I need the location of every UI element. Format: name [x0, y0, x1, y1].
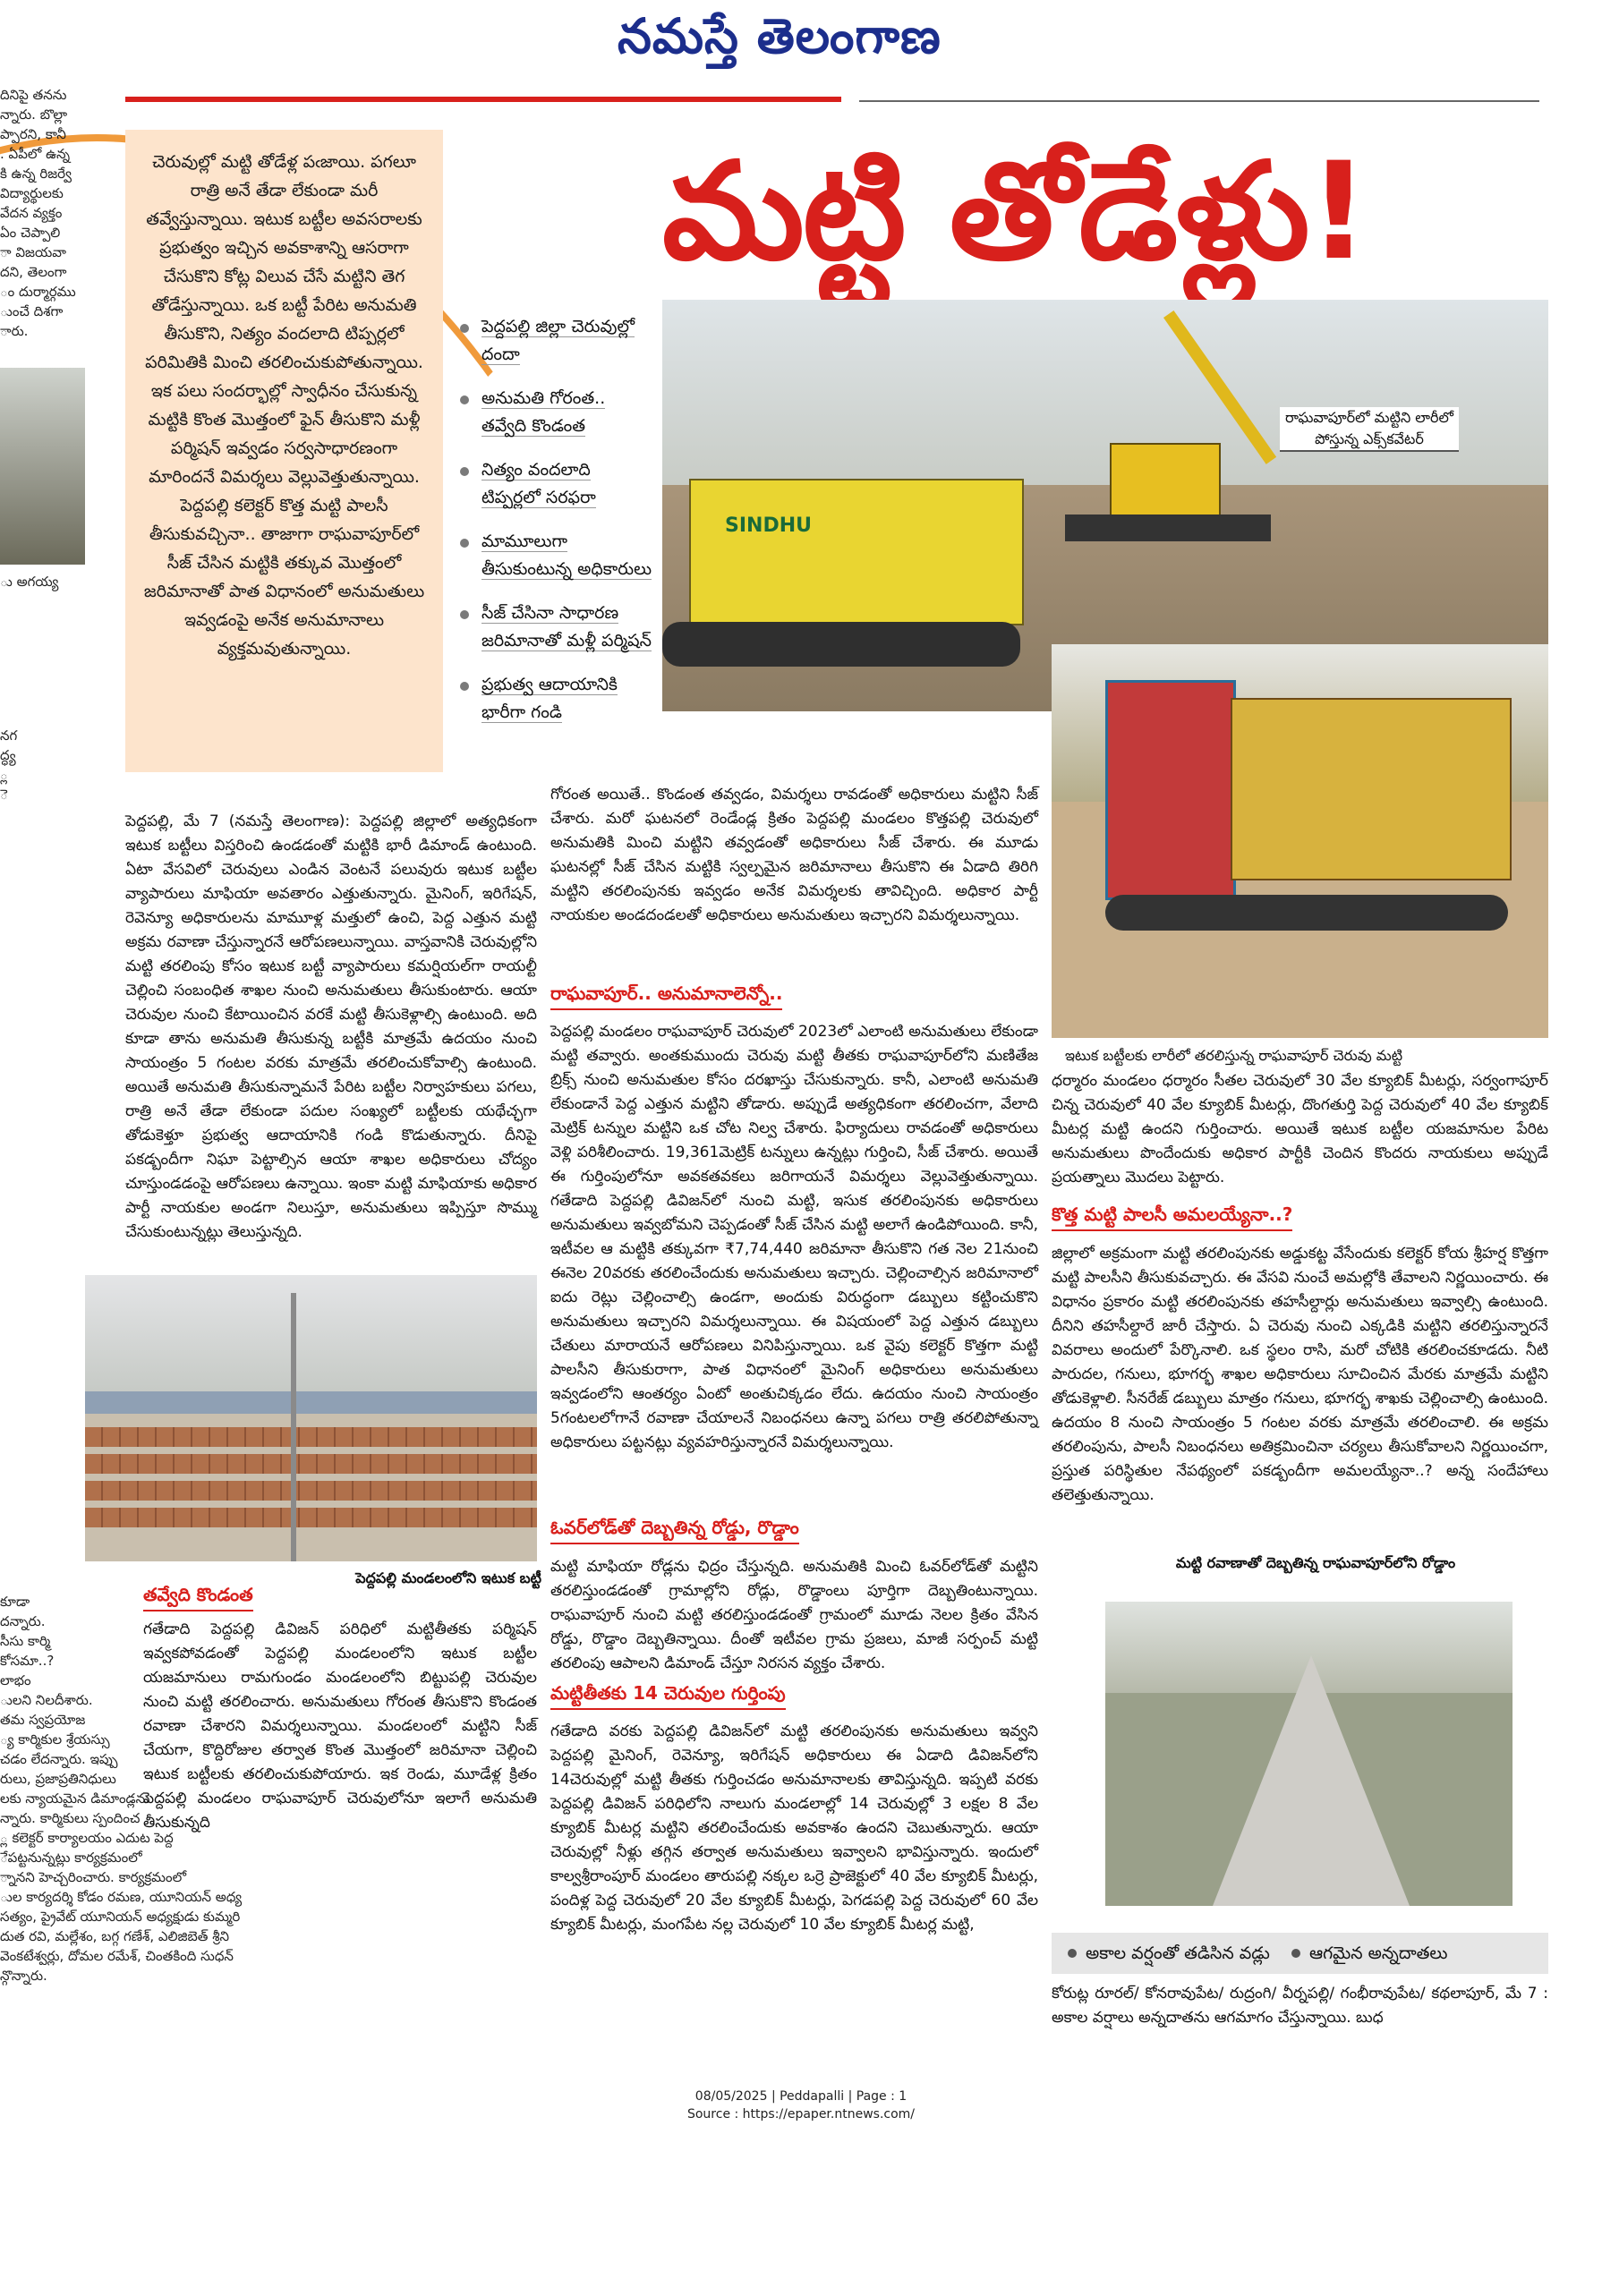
left-strip-line: ్నానని హెచ్చరించారు. కార్యక్రమంలో — [0, 1869, 187, 1885]
masthead-title: నమస్తే తెలంగాణ — [618, 7, 942, 64]
left-strip-line: ్ల — [0, 767, 8, 783]
lorry-caption: ఇటుక బట్టీలకు లారీలో తరలిస్తున్న రాఘవాపూర్ చెరువు మట్టి — [1065, 1047, 1403, 1064]
headline: మట్టి తోడేళ్లు! — [662, 134, 1368, 290]
masthead-grey-rule — [859, 100, 1539, 102]
left-strip-line: ారు. — [0, 323, 29, 339]
masthead-red-rule — [125, 97, 841, 102]
left-strip-line: లాభం — [0, 1672, 31, 1688]
left-strip-line: ్య కార్మికుల శ్రేయస్సు — [0, 1731, 110, 1748]
highlight-item: ప్రభుత్వ ఆదాయానికి భారీగా గండి — [456, 671, 653, 727]
column-1b-text: గతేడాది పెద్దపల్లి డివిజన్ పరిధిలో మట్టితీతకు పర్మిషన్ ఇవ్వకపోవడంతో పెద్దపల్లి మండలంలోని ఇటుక బట్టీల యజమానులు రామగుండం మండలంలోని బిట్టుపల్లి చెరువుల నుంచి మట్టి తరలించారు. అనుమతులు గోరంత తీసుకొని కొండంత రవాణా చేశారని విమర్శలున్నాయి. మండలంలో మట్టిని సీజ్ చేయగా, కొద్దిరోజుల తర్వాత కొంత మొత్తంలో జరిమానా చెల్లించి ఇటుక బట్టీలకు తరలించుకుపోయారు. ఇక రెండు, మూడేళ్ల క్రితం పెద్దపల్లి మండలం రాఘవాపూర్ చెరువులోనూ ఇలాగే అనుమతి తీసుకున్నది — [143, 1620, 537, 1832]
left-strip-line: దని, తెలంగా — [0, 264, 67, 280]
highlight-item: మామూలుగా తీసుకుంటున్న అధికారులు — [456, 528, 653, 583]
left-strip-line: న్నారు. బొల్లా — [0, 106, 68, 123]
left-strip-line: విద్యార్థులకు — [0, 185, 64, 201]
left-strip-line: సత్యం, ప్రైవేట్ యూనియన్ అధ్యక్షుడు కుమ్మరి — [0, 1909, 241, 1925]
left-strip-line: కి ఉన్న రిజర్వే — [0, 166, 72, 182]
bullet-dot-icon — [1068, 1949, 1077, 1958]
column-2d-text: గతేడాది వరకు పెద్దపల్లి డివిజన్‌లో మట్టి తరలింపునకు అనుమతులు ఇవ్వని పెద్దపల్లి మైనింగ్, రెవెన్యూ, ఇరిగేషన్ అధికారులు ఈ ఏడాది డివిజన్‌లోని 14చెరువుల్లో మట్టి తీతకు గుర్తించడం అనుమానాలకు తావిస్తున్నది. ఇప్పటి వరకు పెద్దపల్లి డివిజన్ పరిధిలోని నాలుగు మండలాల్లో 14 చెరువుల్లో 3 లక్షల 8 వేల క్యూబిక్ మీటర్ల మట్టిని తరలించేందుకు అవకాశం ఉందని చెబుతున్నారు. ఆయా చెరువుల్లో నీళ్లు తగ్గిన తర్వాత అనుమతులు ఇవ్వాలని భావిస్తున్నారు. ఇందులో కాల్వశ్రీరాంపూర్ మండలం తారుపల్లి నక్కల ఒర్రె ప్రాజెక్టులో 40 వేల క్యూబిక్ మీటర్లు, పందిళ్ల పెద్ద చెరువులో 20 వేల క్యూబిక్ మీటర్లు, పెగడపల్లి పెద్ద చెరువులో 60 వేల క్యూబిక్ మీటర్లు, మంగపేట నల్ల చెరువులో 10 వేల క్యూబిక్ మీటర్ల మట్టి, — [550, 1722, 1038, 1934]
column-2b-text: పెద్దపల్లి మండలం రాఘవాపూర్ చెరువులో 2023లో ఎలాంటి అనుమతులు లేకుండా మట్టి తవ్వారు. అంతకుముందు చెరువు మట్టి తీతకు రాఘవాపూర్‌లోని మణితేజ బ్రిక్స్ నుంచి అనుమతుల కోసం దరఖాస్తు చేసుకున్నారు. కానీ, ఎలాంటి అనుమతి లేకుండానే పెద్ద ఎత్తున మట్టిని తోడారు. అప్పుడే అత్యధికంగా తరలించగా, వేలాది మెట్రిక్ టన్నుల మట్టిని ఒక చోట నిల్వ చేశారు. ఫిర్యాదులు రావడంతో అధికారులు వెళ్లి పరిశీలించారు. 19,361మెట్రిక్ టన్నులు ఉన్నట్లు గుర్తించి, సీజ్ చేశారు. అయితే ఈ గుర్తింపులోనూ అవకతవకలు జరిగాయనే విమర్శలు వెల్లువెత్తుతున్నాయి. గతేడాది పెద్దపల్లి డివిజన్‌లో నుంచి మట్టి, ఇసుక తరలింపునకు అధికారులు అనుమతులు ఇవ్వబోమని చెప్పడంతో సీజ్ చేసిన మట్టి అలాగే ఉండిపోయింది. కానీ, ఇటీవల ఆ మట్టికి తక్కువగా ₹7,74,440 జరిమానా తీసుకొని గత నెల 21నుంచి ఈనెల 20వరకు తరలించేందుకు అనుమతులు ఇచ్చారు. చెల్లించాల్సిన జరిమానాలో ఐదు రెట్లు చెల్లించాల్సి ఉండగా, అందుకు విరుద్ధంగా డబ్బులు కట్టించుకొని అనుమతులు ఇచ్చారని విమర్శలున్నాయి. ఈ విషయంలో పెద్ద ఎత్తున డబ్బులు చేతులు మారాయనే ఆరోపణలు వినిపిస్తున్నాయి. ఒక వైపు కలెక్టర్ కొత్తగా మట్టి పాలసీని తీసుకురాగా, పాత విధానంలో మైనింగ్ అధికారులు అనుమతులు ఇవ్వడంలోని ఆంతర్యం ఏంటో అంతుచిక్కడం లేదు. ఉదయం నుంచి సాయంత్రం 5గంటలలోగానే రవాణా చేయాలనే నిబంధనలు ఉన్నా పగలు రాత్రి తరలిపోతున్నా అధికారులు పట్టనట్లు వ్యవహరిస్తున్నారనే విమర్శలున్నాయి. — [550, 1023, 1038, 1451]
left-strip-line: రులు, ప్రజాప్రతినిధులు — [0, 1771, 116, 1787]
lorry-photo — [1052, 644, 1548, 1038]
left-strip-line: లకు న్యాయమైన డిమాండ్లను — [0, 1790, 150, 1807]
highlight-item: అనుమతి గోరంత.. తవ్వేది కొండంత — [456, 385, 653, 440]
left-strip-line: ు అగయ్య — [0, 574, 59, 590]
left-strip-line: వేదన వ్యక్తం — [0, 205, 63, 221]
left-strip-line: వెంకటేశ్వర్లు, దోమల రమేశ్, చింతకింది సుధన్ — [0, 1948, 234, 1964]
left-strip-line: సీసు కార్మి — [0, 1633, 51, 1649]
left-strip-line: ేపట్టనున్నట్లు కార్యక్రమంలో — [0, 1850, 142, 1866]
highlight-item: సీజ్ చేసినా సాధారణ జరిమానాతో మళ్లీ పర్మిషన్ — [456, 600, 653, 655]
left-strip-line: కూడా — [0, 1594, 30, 1610]
left-strip-line: ద్ధ్య — [0, 747, 16, 763]
left-strip-line: ె — [0, 787, 8, 803]
column-2-text: గోరంత అయితే.. కొండంత తవ్వడం, విమర్శలు రావడంతో అధికారులు మట్టిని సీజ్ చేశారు. మరో ఘటనలో రెండేండ్ల క్రితం పెద్దపల్లి మండలం కొత్తపల్లి చెరువులో అనుమతికి మించి మట్టిని తవ్వడంతో అధికారులు సీజ్ చేశారు. ఈ మూడు ఘటనల్లో సీజ్ చేసిన మట్టికి స్వల్పమైన జరిమానాలు తీసుకొని ఈ ఏడాది తిరిగి మట్టిని తరలింపునకు ఇవ్వడం అనేక విమర్శలకు తావిచ్చింది. అధికార పార్టీ నాయకుల అండదండలతో అధికారులు అనుమతులు ఇచ్చారని విమర్శలున్నాయి. — [550, 786, 1038, 924]
column-3-head: కొత్త మట్టి పాలసీ అమలయ్యేనా..? — [1052, 1203, 1292, 1231]
left-strip-line: న్నారు. కార్మికులు స్పందించ — [0, 1810, 141, 1826]
footer-source: Source : https://epaper.ntnews.com/ — [686, 2107, 916, 2122]
bottom-story-text: కోరుట్ల రూరల్/ కోనరావుపేట/ రుద్రంగి/ వీర్నపల్లి/ గంభీరావుపేట/ కథలాపూర్, మే 7 : అకాల వర్షాలు అన్నదాతను ఆగమాగం చేస్తున్నాయి. బుధ — [1052, 1985, 1548, 2027]
left-strip-line: ా విజయవా — [0, 244, 66, 260]
left-strip-line: చడం లేదన్నారు. ఇప్పు — [0, 1751, 118, 1767]
bullet-dot-icon — [1291, 1949, 1300, 1958]
highlights-list — [456, 313, 653, 743]
column-2-head-1: రాఘవాపూర్.. అనుమానాలెన్నో.. — [550, 982, 782, 1010]
truck-label: SINDHU — [725, 514, 812, 537]
left-strip-line: ులని నిలదీశారు. — [0, 1692, 93, 1708]
left-strip-line: ుంచే దిశగా — [0, 303, 64, 319]
left-strip-line: ుల కార్యదర్శి కోడం రమణ, యూనియన్ అధ్య — [0, 1889, 243, 1905]
left-strip-line: దన్నారు. — [0, 1613, 46, 1629]
highlight-item: పెద్దపల్లి జిల్లా చెరువుల్లో దందా — [456, 313, 653, 369]
summary-box: చెరువుల్లో మట్టి తోడేళ్ల పఁజాయి. పగలూ రాత్రి అనే తేడా లేకుండా మరీ తవ్వేస్తున్నాయి. ఇటుక బట్టీల అవసరాలకు ప్రభుత్వం ఇచ్చిన అవకాశాన్ని ఆసరాగా చేసుకొని కోట్ల విలువ చేసే మట్టిని తెగ తోడేస్తున్నాయి. ఒక బట్టీ పేరిట అనుమతి తీసుకొని, నిత్యం వందలాది టిప్పర్లలో పరిమితికి మించి తరలించుకుపోతున్నాయి. ఇక పలు సందర్భాల్లో స్వాధీనం చేసుకున్న మట్టికి కొంత మొత్తంలో ఫైన్ తీసుకొని మళ్లీ పర్మిషన్ ఇవ్వడం సర్వసాధారణంగా మారిందనే విమర్శలు వెల్లువెత్తుతున్నాయి. పెద్దపల్లి కలెక్టర్ కొత్త మట్టి పాలసీ తీసుకువచ్చినా.. తాజాగా రాఘవాపూర్‌లో సీజ్ చేసిన మట్టికి తక్కువ మొత్తంలో జరిమానాతో పాత విధానంలో అనుమతులు ఇవ్వడంపై అనేక అనుమానాలు వ్యక్తమవుతున్నాయి. — [125, 130, 443, 772]
bottom-story-bar — [1052, 1933, 1548, 1974]
column-2-head-2: ఓవర్‌లోడ్‌తో దెబ్బతిన్న రోడ్డు, రొడ్డాం — [550, 1517, 799, 1544]
left-strip-photo — [0, 368, 85, 565]
left-strip-line: తమ స్వప్రయోజ — [0, 1712, 86, 1728]
left-strip-line: ఏం చెప్పాలి — [0, 225, 61, 241]
column-2c-text: మట్టి మాఫియా రోడ్లను ఛిద్రం చేస్తున్నది. అనుమతికి మించి ఓవర్‌లోడ్‌తో మట్టిని తరలిస్తుండడంతో గ్రామాల్లోని రోడ్లు, రొడ్డాంలు పూర్తిగా దెబ్బతింటున్నాయి. రాఘవాపూర్ నుంచి మట్టి తరలిస్తుండడంతో గ్రామంలో మూడు నెలల క్రితం వేసిన రోడ్డు, రొడ్డాం దెబ్బతిన్నాయి. దీంతో ఇటీవల గ్రామ ప్రజలు, మాజీ సర్పంచ్ మట్టి తరలింపు ఆపాలని డిమాండ్ చేస్తూ నిరసన వ్యక్తం చేశారు. — [550, 1558, 1038, 1672]
left-strip-line: కోసమా..? — [0, 1653, 55, 1669]
column-1b-head: తవ్వేది కొండంత — [143, 1584, 253, 1611]
bottom-bar-item: ఆగమైన అన్నదాతలు — [1308, 1943, 1448, 1963]
bottom-bar-item: అకాల వర్షంతో తడిసిన వడ్లు — [1086, 1943, 1270, 1963]
left-strip-line: నగ — [0, 727, 18, 744]
column-3b-text: జిల్లాలో అక్రమంగా మట్టి తరలింపునకు అడ్డుకట్ట వేసేందుకు కలెక్టర్ కోయ శ్రీహర్ష కొత్తగా మట్టి పాలసీని తీసుకువచ్చారు. ఈ వేసవి నుంచే అమల్లోకి తేవాలని నిర్ణయించారు. ఈ విధానం ప్రకారం మట్టి తరలింపునకు తహసీల్దార్లు అనుమతులు ఇవ్వాల్సి ఉంటుంది. దీనిని తహసీల్దారే జారీ చేస్తారు. ఏ చెరువు నుంచి ఎక్కడికి మట్టిని తరలిస్తున్నారనే వివరాలు అందులో పేర్కొనాలి. ఒక స్థలం రాసి, మరో చోటికి తరలించకూడదు. నీటి పారుదల, గనులు, భూగర్భ శాఖల అధికారులు సూచించిన మేరకు మాత్రమే మట్టిని తోడుకెళ్లాలి. సీనరేజ్ డబ్బులు మాత్రం గనులు, భూగర్భ శాఖకు చెల్లించాల్సి ఉంటుంది. ఉదయం 8 నుంచి సాయంత్రం 5 గంటల వరకు మాత్రమే తరలించాలి. ఈ అక్రమ తరలింపును, పాలసీ నిబంధనలు అతిక్రమించినా చర్యలు తీసుకోవాలని నిర్ణయించగా, ప్రస్తుత పరిస్థితుల నేపథ్యంలో పకడ్బందీగా అమలయ్యేనా..? అన్న సందేహాలు తలెత్తుతున్నాయి. — [1052, 1245, 1548, 1504]
highlight-item: నిత్యం వందలాది టిప్పర్లలో సరఫరా — [456, 456, 653, 512]
left-strip-line: దినిపై తనను — [0, 87, 67, 103]
brick-kiln-photo — [85, 1275, 537, 1561]
left-strip-line: దుత రవి, మల్లేశం, బగ్గ గణేశ్, ఎలిజిబెత్ శ్రీని — [0, 1928, 229, 1944]
road-photo — [1105, 1602, 1513, 1906]
column-2-head-3: మట్టితీతకు 14 చెరువుల గుర్తింపు — [550, 1682, 786, 1710]
column-1-text: పెద్దపల్లి, మే 7 (నమస్తే తెలంగాణ): పెద్దపల్లి జిల్లాలో అత్యధికంగా ఇటుక బట్టీలు విస్తరించి ఉండడంతో మట్టికి భారీ డిమాండ్ ఉంటుంది. ఏటా వేసవిలో చెరువులు ఎండిన వెంటనే పలువురు ఇటుక బట్టీల వ్యాపారులు మాఫియా అవతారం ఎత్తుతున్నారు. మైనింగ్, ఇరిగేషన్, రెవెన్యూ అధికారులను మామూళ్ల మత్తులో ఉంచి, పెద్ద ఎత్తున మట్టి అక్రమ రవాణా చేస్తున్నారనే ఆరోపణలున్నాయి. వాస్తవానికి చెరువుల్లోని మట్టి తరలింపు కోసం ఇటుక బట్టీ వ్యాపారులు కమర్షియల్‌గా రాయల్టీ చెల్లించి సంబంధిత శాఖల నుంచి అనుమతులు తీసుకుంటారు. ఆయా చెరువుల నుంచి కేటాయించిన వరకే మట్టి తీసుకెళ్లాల్సి ఉంటుంది. అది కూడా తాను అనుమతి తీసుకున్న బట్టీకి మాత్రమే ఉదయం నుంచి సాయంత్రం 5 గంటల వరకు మాత్రమే తరలించుకోవాల్సి ఉంటుంది. అయితే అనుమతి తీసుకున్నామనే పేరిట బట్టీల నిర్వాహకులు పగలు, రాత్రి అనే తేడా లేకుండా పదుల సంఖ్యలో బట్టీలకు యథేచ్ఛగా తోడుకెళ్తూ ప్రభుత్వ ఆదాయానికి గండి కొడుతున్నారు. దీనిపై పకడ్బందీగా నిఘా పెట్టాల్సిన ఆయా శాఖల అధికారులు చోద్యం చూస్తుండడంపై ఆరోపణలు ఉన్నాయి. ఇంకా మట్టి మాఫియాకు అధికార పార్టీ నాయకుల అండగా నిలుస్తూ, అనుమతులు ఇప్పిస్తూ సొమ్ము చేసుకుంటున్నట్లు తెలుస్తున్నది. — [125, 812, 537, 1241]
column-3-text: ధర్మారం మండలం ధర్మారం సీతల చెరువులో 30 వేల క్యూబిక్ మీటర్లు, సర్వంగాపూర్ చిన్న చెరువులో 40 వేల క్యూబిక్ మీటర్లు, దొంగతుర్తి పెద్ద చెరువులో 40 వేల క్యూబిక్ మీటర్ల మట్టి ఉందని గుర్తించారు. అయితే ఇటుక బట్టీల యజమానుల పేరిట అనుమతులు పొందేందుకు అధికార పార్టీకి చెందిన కొందరు నాయకులు అప్పుడే ప్రయత్నాలు మొదలు పెట్టారు. — [1052, 1072, 1548, 1186]
left-strip-line: ్ల కలెక్టర్ కార్యాలయం ఎదుట పెద్ద — [0, 1830, 174, 1846]
left-strip-line: న్గొన్నారు. — [0, 1968, 47, 1984]
footer-date-page: 08/05/2025 | Peddapalli | Page : 1 — [694, 2089, 908, 2104]
left-strip-line: ప్పారని, కానీ — [0, 126, 66, 142]
left-strip-line: . ఏపీలో ఉన్న — [0, 146, 71, 162]
left-strip-line: ం దుర్మార్గము — [0, 284, 76, 300]
road-caption: మట్టి రవాణాతో దెబ్బతిన్న రాఘవాపూర్‌లోని రోడ్డాం — [1175, 1554, 1456, 1571]
brick-kiln-caption: పెద్దపల్లి మండలంలోని ఇటుక బట్టీ — [355, 1569, 541, 1586]
excavator-caption: రాఘవాపూర్‌లో మట్టిని లారీలో పోస్తున్న ఎక్స్‌కవేటర్ — [1280, 407, 1459, 452]
page-footer — [0, 2088, 1602, 2123]
